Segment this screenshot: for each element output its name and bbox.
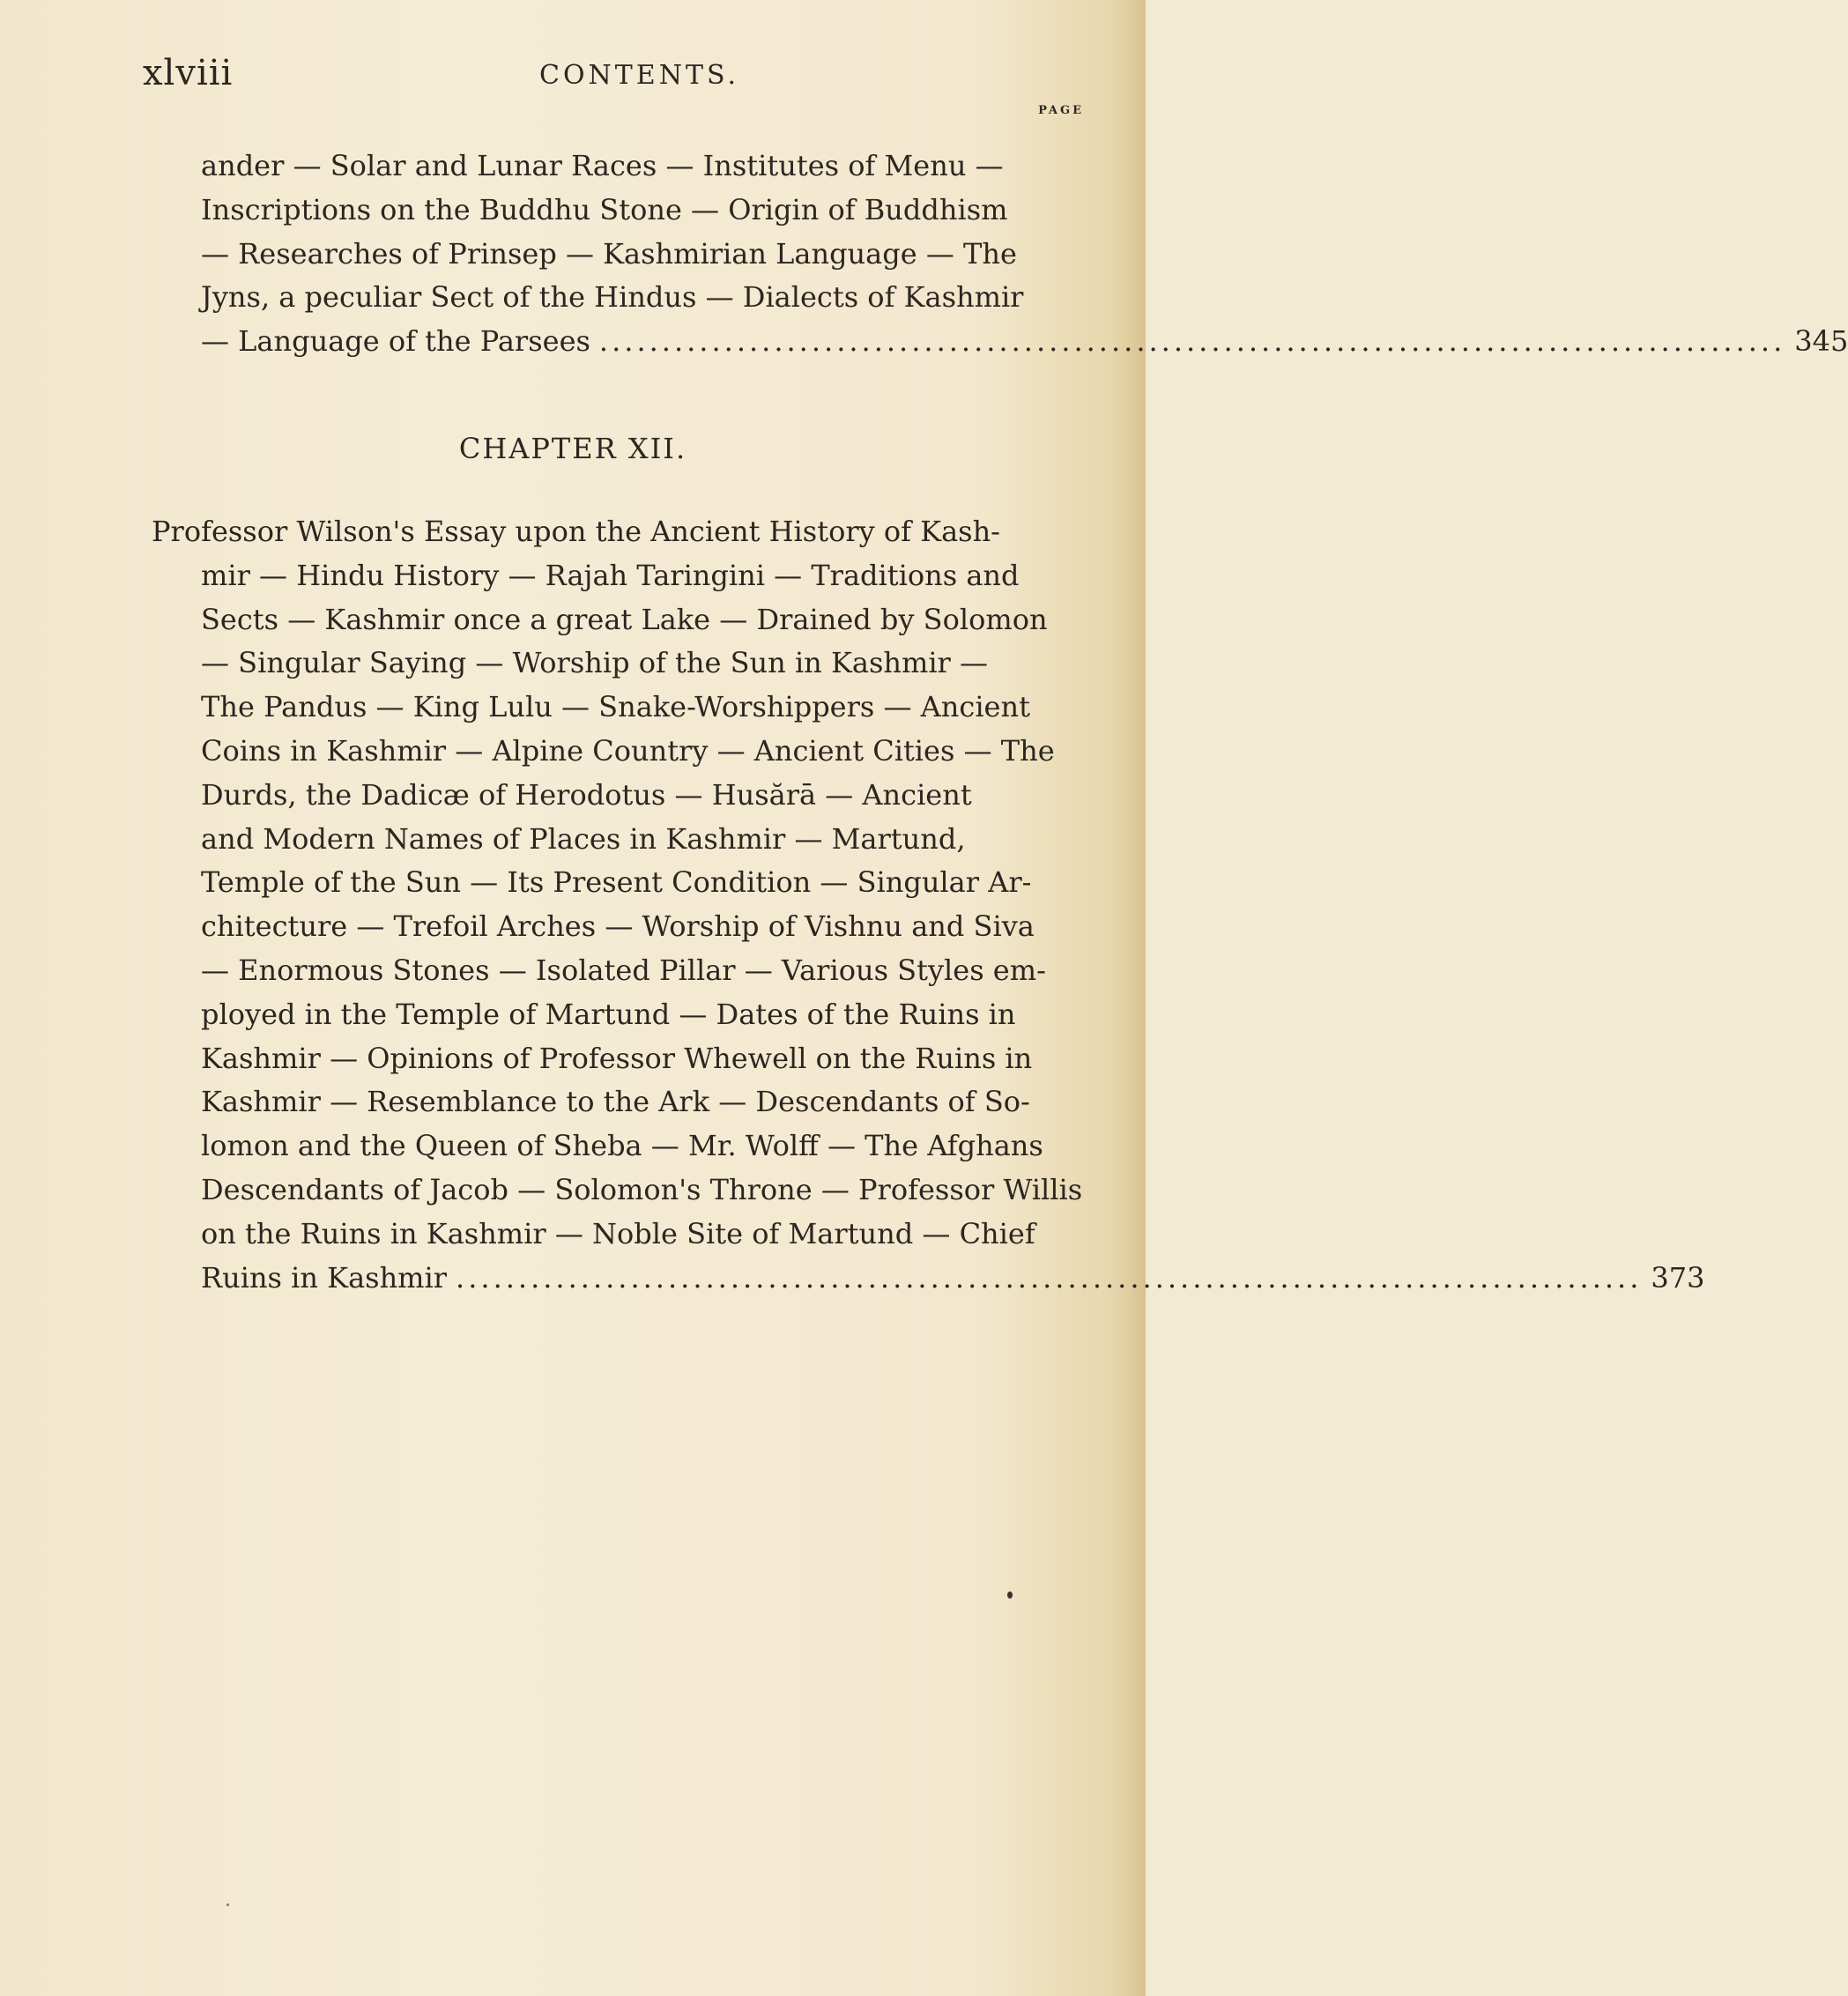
ink-speck bbox=[1007, 1592, 1013, 1599]
leader-dots: ............................................................................................... bbox=[456, 1260, 1643, 1295]
entry-line: Ruins in Kashmir bbox=[201, 1260, 448, 1295]
entry-line: Descendants of Jacob — Solomon's Throne — Professor Willis bbox=[201, 1172, 1083, 1206]
entry-line: Kashmir — Opinions of Professor Whewell on the Ruins in bbox=[201, 1041, 1033, 1075]
entry-line: Durds, the Dadicæ of Herodotus — Husărā — Ancient bbox=[201, 777, 972, 812]
entry-line: Kashmir — Resemblance to the Ark — Descendants of So- bbox=[201, 1085, 1030, 1119]
entry-line: Coins in Kashmir — Alpine Country — Ancient Cities — The bbox=[201, 733, 1055, 768]
entry-line: chitecture — Trefoil Arches — Worship of Vishnu and Siva bbox=[201, 909, 1035, 944]
entry-line: Sects — Kashmir once a great Lake — Drained by Solomon bbox=[201, 602, 1048, 636]
contents-entry-chapter-xi-continued bbox=[201, 145, 1848, 364]
entry-line: Professor Wilson's Essay upon the Ancient History of Kash- bbox=[152, 515, 1000, 548]
entry-page-number: 373 bbox=[1651, 1260, 1705, 1295]
entry-line: on the Ruins in Kashmir — Noble Site of Martund — Chief bbox=[201, 1216, 1035, 1250]
chapter-heading: CHAPTER XII. bbox=[458, 432, 687, 465]
entry-line: — Enormous Stones — Isolated Pillar — Various Styles em- bbox=[201, 953, 1046, 987]
entry-line: — Researches of Prinsep — Kashmirian Language — The bbox=[201, 236, 1017, 271]
entry-line: ployed in the Temple of Martund — Dates of the Ruins in bbox=[201, 997, 1016, 1031]
page-number: xlviii bbox=[143, 53, 234, 93]
contents-entry-chapter-xii bbox=[152, 510, 1705, 1300]
running-head: CONTENTS. bbox=[539, 60, 739, 91]
entry-line: Temple of the Sun — Its Present Condition — Singular Ar- bbox=[201, 865, 1032, 900]
leader-dots: ............................................................................................... bbox=[598, 324, 1786, 359]
entry-line: Jyns, a peculiar Sect of the Hindus — Dialects of Kashmir bbox=[201, 280, 1024, 315]
entry-line: ander — Solar and Lunar Races — Institutes of Menu — bbox=[201, 149, 1004, 182]
entry-line: The Pandus — King Lulu — Snake-Worshippers — Ancient bbox=[201, 690, 1030, 724]
entry-last-line bbox=[201, 1257, 1705, 1301]
ink-speck bbox=[226, 1903, 229, 1906]
entry-last-line bbox=[201, 320, 1848, 364]
entry-line: and Modern Names of Places in Kashmir — Martund, bbox=[201, 821, 966, 856]
page-column-label: PAGE bbox=[1038, 104, 1084, 117]
entry-line: mir — Hindu History — Rajah Taringini — Traditions and bbox=[201, 558, 1020, 592]
entry-line: — Language of the Parsees bbox=[201, 324, 590, 359]
entry-line: Inscriptions on the Buddhu Stone — Origin of Buddhism bbox=[201, 192, 1008, 226]
entry-line: lomon and the Queen of Sheba — Mr. Wolff — The Afghans bbox=[201, 1129, 1043, 1163]
entry-line: — Singular Saying — Worship of the Sun in Kashmir — bbox=[201, 646, 989, 680]
entry-page-number: 345 bbox=[1794, 324, 1848, 359]
